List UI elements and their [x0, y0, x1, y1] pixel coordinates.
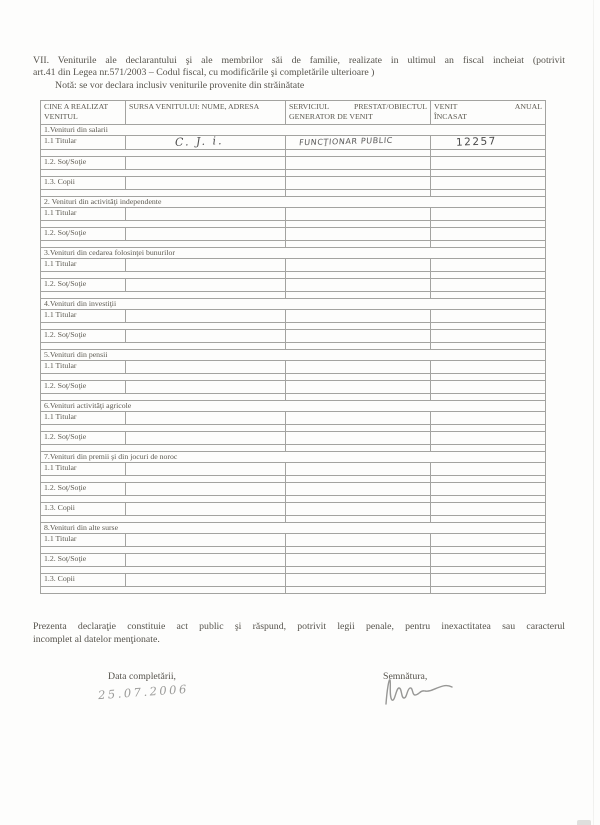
signature-label: Semnătura,	[383, 671, 428, 682]
section-row	[41, 196, 546, 207]
source-cell	[126, 329, 286, 342]
header-cell-amount	[431, 101, 546, 125]
service-cell	[286, 553, 431, 566]
amount-cell	[431, 533, 546, 546]
spacer-cell	[286, 149, 431, 156]
handwritten-amount: 12257	[455, 135, 498, 149]
spacer-cell	[431, 169, 546, 176]
entry-row	[41, 482, 546, 495]
source-cell	[126, 462, 286, 475]
service-cell	[286, 533, 431, 546]
handwritten-service: FUNCŢIONAR PUBLIC	[298, 135, 394, 148]
spacer-cell	[431, 546, 546, 553]
service-cell	[286, 278, 431, 291]
source-cell	[126, 176, 286, 189]
spacer-cell	[41, 393, 286, 400]
entry-label-cell: 1.3. Copii	[41, 176, 126, 189]
spacer-cell	[41, 240, 286, 247]
entry-row	[41, 411, 546, 424]
spacer-row	[41, 495, 546, 502]
table-header-row	[41, 101, 546, 125]
note-line: Notă: se vor declara inclusiv veniturile provenite din străinătate	[55, 79, 305, 91]
entry-row	[41, 207, 546, 220]
entry-label-cell: 1.3. Copii	[41, 502, 126, 515]
source-cell	[126, 227, 286, 240]
spacer-row	[41, 546, 546, 553]
amount-cell	[431, 176, 546, 189]
spacer-cell	[41, 566, 286, 573]
amount-cell	[431, 227, 546, 240]
entry-row	[41, 227, 546, 240]
spacer-cell	[41, 189, 286, 196]
amount-cell	[431, 360, 546, 373]
declaration-line-2: incomplet al datelor menţionate.	[33, 633, 160, 645]
entry-row	[41, 533, 546, 546]
entry-label-cell: 1.1 Titular	[41, 258, 126, 271]
entry-row	[41, 462, 546, 475]
entry-row	[41, 553, 546, 566]
source-cell	[126, 533, 286, 546]
header-source-text: SURSA VENITULUI: NUME, ADRESA	[129, 102, 260, 111]
header-cell-source	[126, 101, 286, 125]
amount-cell	[431, 573, 546, 586]
section-title: 1.Venituri din salarii	[41, 125, 546, 136]
spacer-row	[41, 291, 546, 298]
spacer-cell	[431, 475, 546, 482]
entry-label-cell: 1.2. Soţ/Soţie	[41, 278, 126, 291]
spacer-cell	[41, 515, 286, 522]
spacer-row	[41, 342, 546, 349]
section-row	[41, 400, 546, 411]
spacer-cell	[431, 373, 546, 380]
section-title: 4.Venituri din investiţii	[41, 298, 546, 309]
spacer-row	[41, 586, 546, 593]
spacer-cell	[431, 291, 546, 298]
section-row	[41, 451, 546, 462]
spacer-cell	[431, 220, 546, 227]
header-cell-who	[41, 101, 126, 125]
spacer-cell	[286, 342, 431, 349]
section-title: 8.Venituri din alte surse	[41, 522, 546, 533]
spacer-cell	[286, 240, 431, 247]
service-cell	[286, 573, 431, 586]
section-row	[41, 125, 546, 136]
header-who-line1: CINE A REALIZAT	[44, 102, 109, 111]
spacer-cell	[286, 495, 431, 502]
spacer-cell	[41, 546, 286, 553]
spacer-row	[41, 220, 546, 227]
entry-row	[41, 136, 546, 150]
amount-cell	[431, 309, 546, 322]
spacer-cell	[286, 373, 431, 380]
spacer-cell	[41, 342, 286, 349]
spacer-row	[41, 149, 546, 156]
spacer-cell	[286, 393, 431, 400]
service-cell	[286, 207, 431, 220]
spacer-cell	[431, 149, 546, 156]
spacer-cell	[286, 322, 431, 329]
entry-row	[41, 309, 546, 322]
spacer-row	[41, 373, 546, 380]
amount-cell	[431, 329, 546, 342]
source-cell	[126, 573, 286, 586]
signature-block	[383, 671, 427, 682]
spacer-cell	[431, 240, 546, 247]
entry-label-cell: 1.2. Soţ/Soţie	[41, 553, 126, 566]
section-row	[41, 349, 546, 360]
spacer-row	[41, 566, 546, 573]
intro-line-1: VII. Veniturile ale declarantului şi ale membrilor săi de familie, realizate in ultimul an fiscal incheiat (potrivit	[33, 55, 565, 66]
source-cell	[126, 309, 286, 322]
section-title: 3.Venituri din cedarea folosinţei bunurilor	[41, 247, 546, 258]
declaration-paragraph	[33, 621, 565, 646]
source-cell	[126, 258, 286, 271]
source-cell	[126, 411, 286, 424]
spacer-row	[41, 393, 546, 400]
service-cell	[286, 502, 431, 515]
spacer-cell	[286, 220, 431, 227]
source-cell	[126, 482, 286, 495]
entry-label-cell: 1.1 Titular	[41, 462, 126, 475]
spacer-cell	[41, 475, 286, 482]
entry-label-cell: 1.2. Soţ/Soţie	[41, 156, 126, 169]
spacer-cell	[41, 495, 286, 502]
handwritten-initials: C. J. i.	[174, 134, 224, 149]
service-cell	[286, 176, 431, 189]
spacer-cell	[286, 291, 431, 298]
section-row	[41, 298, 546, 309]
entry-label-cell: 1.1 Titular	[41, 533, 126, 546]
entry-label-cell: 1.1 Titular	[41, 207, 126, 220]
service-cell	[286, 329, 431, 342]
service-cell	[286, 156, 431, 169]
spacer-cell	[41, 424, 286, 431]
spacer-cell	[431, 189, 546, 196]
spacer-cell	[286, 271, 431, 278]
spacer-cell	[431, 271, 546, 278]
header-service-word1: SERVICIUL	[289, 102, 330, 111]
entry-row	[41, 156, 546, 169]
spacer-cell	[431, 322, 546, 329]
service-cell	[286, 227, 431, 240]
section-title: 2. Venituri din activităţi independente	[41, 196, 546, 207]
entry-row	[41, 176, 546, 189]
entry-label-cell: 1.2. Soţ/Soţie	[41, 431, 126, 444]
header-amount-line2: ÎNCASAT	[434, 111, 467, 121]
spacer-cell	[286, 189, 431, 196]
entry-label-cell: 1.3. Copii	[41, 573, 126, 586]
header-amount-word1: VENIT	[434, 102, 458, 111]
amount-cell	[431, 207, 546, 220]
entry-row	[41, 431, 546, 444]
header-service-line2: GENERATOR DE VENIT	[289, 111, 373, 121]
spacer-cell	[286, 169, 431, 176]
spacer-cell	[286, 475, 431, 482]
amount-cell	[431, 258, 546, 271]
declaration-line-1: Prezenta declaraţie constituie act public şi răspund, potrivit legii penale, pentru inexactitatea sau caracterul	[33, 621, 565, 632]
spacer-cell	[41, 169, 286, 176]
entry-label-cell: 1.1 Titular	[41, 136, 126, 150]
amount-cell	[431, 156, 546, 169]
amount-cell	[431, 553, 546, 566]
spacer-row	[41, 271, 546, 278]
amount-cell	[431, 136, 546, 150]
signature-scribble	[379, 675, 459, 707]
spacer-cell	[41, 271, 286, 278]
service-cell	[286, 380, 431, 393]
entry-row	[41, 278, 546, 291]
income-table-body	[41, 101, 546, 594]
service-cell	[286, 136, 431, 150]
date-label: Data completării,	[108, 671, 177, 682]
amount-cell	[431, 278, 546, 291]
amount-cell	[431, 482, 546, 495]
entry-label-cell: 1.2. Soţ/Soţie	[41, 329, 126, 342]
spacer-cell	[41, 373, 286, 380]
page-edge-shadow	[593, 0, 594, 825]
scan-artifact	[577, 820, 591, 825]
spacer-cell	[41, 220, 286, 227]
spacer-cell	[431, 444, 546, 451]
source-cell	[126, 136, 286, 150]
entry-row	[41, 573, 546, 586]
amount-cell	[431, 411, 546, 424]
handwritten-date: 25.07.2006	[97, 681, 190, 703]
header-service-word2: PRESTAT/OBIECTUL	[353, 102, 427, 111]
source-cell	[126, 502, 286, 515]
header-amount-word2: ANUAL	[514, 102, 542, 111]
spacer-cell	[286, 515, 431, 522]
amount-cell	[431, 462, 546, 475]
intro-paragraph	[33, 55, 565, 92]
spacer-row	[41, 444, 546, 451]
entry-label-cell: 1.1 Titular	[41, 309, 126, 322]
source-cell	[126, 553, 286, 566]
amount-cell	[431, 502, 546, 515]
entry-label-cell: 1.2. Soţ/Soţie	[41, 482, 126, 495]
spacer-cell	[41, 322, 286, 329]
service-cell	[286, 360, 431, 373]
source-cell	[126, 380, 286, 393]
intro-line-2: art.41 din Legea nr.571/2003 – Codul fiscal, cu modificările şi completările ulterioare )	[33, 67, 375, 79]
entry-row	[41, 329, 546, 342]
source-cell	[126, 207, 286, 220]
spacer-cell	[41, 291, 286, 298]
section-row	[41, 522, 546, 533]
spacer-row	[41, 475, 546, 482]
service-cell	[286, 462, 431, 475]
source-cell	[126, 278, 286, 291]
source-cell	[126, 360, 286, 373]
entry-label-cell: 1.1 Titular	[41, 411, 126, 424]
spacer-cell	[286, 546, 431, 553]
entry-label-cell: 1.2. Soţ/Soţie	[41, 380, 126, 393]
section-title: 5.Venituri din pensii	[41, 349, 546, 360]
spacer-row	[41, 515, 546, 522]
header-who-line2: VENITUL	[44, 111, 78, 121]
spacer-row	[41, 169, 546, 176]
service-cell	[286, 482, 431, 495]
entry-row	[41, 380, 546, 393]
date-block	[97, 671, 190, 703]
spacer-row	[41, 424, 546, 431]
entry-label-cell: 1.1 Titular	[41, 360, 126, 373]
spacer-cell	[431, 495, 546, 502]
spacer-cell	[431, 342, 546, 349]
header-cell-service	[286, 101, 431, 125]
entry-row	[41, 360, 546, 373]
spacer-cell	[431, 393, 546, 400]
spacer-cell	[286, 424, 431, 431]
entry-row	[41, 258, 546, 271]
service-cell	[286, 258, 431, 271]
spacer-cell	[41, 444, 286, 451]
spacer-cell	[286, 444, 431, 451]
spacer-cell	[431, 586, 546, 593]
spacer-cell	[286, 566, 431, 573]
spacer-cell	[286, 586, 431, 593]
spacer-cell	[41, 149, 286, 156]
spacer-row	[41, 322, 546, 329]
service-cell	[286, 309, 431, 322]
amount-cell	[431, 431, 546, 444]
amount-cell	[431, 380, 546, 393]
spacer-cell	[431, 566, 546, 573]
entry-label-cell: 1.2. Soţ/Soţie	[41, 227, 126, 240]
section-row	[41, 247, 546, 258]
section-title: 7.Venituri din premii şi din jocuri de noroc	[41, 451, 546, 462]
spacer-cell	[41, 586, 286, 593]
spacer-row	[41, 189, 546, 196]
spacer-row	[41, 240, 546, 247]
source-cell	[126, 431, 286, 444]
service-cell	[286, 431, 431, 444]
income-table	[40, 100, 546, 594]
service-cell	[286, 411, 431, 424]
section-title: 6.Venituri activităţi agricole	[41, 400, 546, 411]
spacer-cell	[431, 424, 546, 431]
entry-row	[41, 502, 546, 515]
spacer-cell	[431, 515, 546, 522]
source-cell	[126, 156, 286, 169]
